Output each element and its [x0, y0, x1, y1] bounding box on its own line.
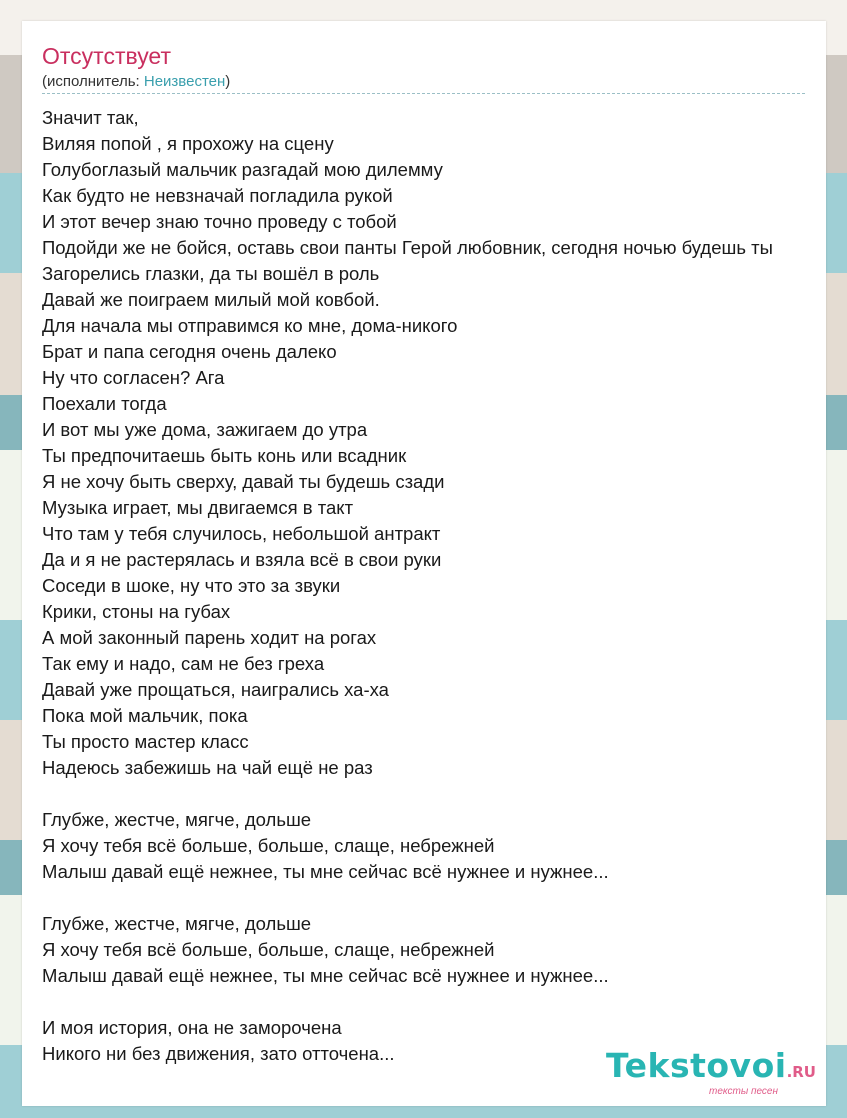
lyric-line: Крики, стоны на губах [42, 601, 231, 622]
logo-wordmark [606, 1048, 816, 1090]
lyric-line: И моя история, она не заморочена [42, 1017, 342, 1038]
logo-main-text: Tekstovoi [606, 1046, 787, 1085]
artist-link[interactable]: Неизвестен [143, 73, 226, 90]
header-divider [42, 93, 805, 94]
blank-line [42, 781, 826, 807]
logo-tagline: тексты песен [709, 1086, 778, 1097]
lyric-line: Как будто не невзначай погладила рукой [42, 185, 393, 206]
lyric-line: Загорелись глазки, да ты вошёл в роль [42, 263, 380, 284]
artist-line [42, 73, 230, 90]
lyric-line: Пока мой мальчик, пока [42, 705, 248, 726]
lyric-line: Малыш давай ещё нежнее, ты мне сейчас всё нужнее и нужнее... [42, 861, 609, 882]
site-logo[interactable] [606, 1046, 816, 1097]
lyrics-card [22, 21, 826, 1106]
lyrics-text [42, 105, 826, 1067]
lyric-line: Что там у тебя случилось, небольшой антракт [42, 523, 441, 544]
lyric-line: Я хочу тебя всё больше, больше, слаще, небрежней [42, 939, 495, 960]
lyric-line: Брат и папа сегодня очень далеко [42, 341, 337, 362]
blank-line [42, 989, 826, 1015]
lyric-line: Давай же поиграем милый мой ковбой. [42, 289, 380, 310]
lyric-line: Поехали тогда [42, 393, 167, 414]
lyric-line: И вот мы уже дома, зажигаем до утра [42, 419, 368, 440]
lyric-line: Да и я не растерялась и взяла всё в свои руки [42, 549, 442, 570]
lyric-line: Ты просто мастер класс [42, 731, 249, 752]
lyric-line: Так ему и надо, сам не без греха [42, 653, 325, 674]
lyric-line: Голубоглазый мальчик разгадай мою дилемму [42, 159, 443, 180]
lyric-line: Надеюсь забежишь на чай ещё не раз [42, 757, 373, 778]
lyric-line: Соседи в шоке, ну что это за звуки [42, 575, 341, 596]
lyric-line: Давай уже прощаться, наигрались ха-ха [42, 679, 389, 700]
lyric-line: Никого ни без движения, зато отточена... [42, 1043, 395, 1064]
lyric-line: Значит так, [42, 107, 139, 128]
lyric-line: Для начала мы отправимся ко мне, дома-никого [42, 315, 458, 336]
lyric-line: Я не хочу быть сверху, давай ты будешь сзади [42, 471, 445, 492]
lyric-line: Глубже, жестче, мягче, дольше [42, 913, 312, 934]
lyric-line: Ты предпочитаешь быть конь или всадник [42, 445, 407, 466]
song-title: Отсутствует [42, 43, 171, 69]
artist-suffix: ) [225, 73, 231, 90]
lyric-line: И этот вечер знаю точно проведу с тобой [42, 211, 397, 232]
lyric-line: Малыш давай ещё нежнее, ты мне сейчас всё нужнее и нужнее... [42, 965, 609, 986]
logo-tld: .RU [786, 1063, 816, 1081]
lyric-line: Музыка играет, мы двигаемся в такт [42, 497, 354, 518]
lyric-line: Ну что согласен? Ага [42, 367, 225, 388]
lyric-line: А мой законный парень ходит на рогах [42, 627, 377, 648]
lyric-line: Виляя попой , я прохожу на сцену [42, 133, 334, 154]
lyric-line: Глубже, жестче, мягче, дольше [42, 809, 312, 830]
artist-prefix: (исполнитель: [42, 73, 144, 90]
blank-line [42, 885, 826, 911]
lyric-line: Я хочу тебя всё больше, больше, слаще, небрежней [42, 835, 495, 856]
lyric-line: Подойди же не бойся, оставь свои панты Герой любовник, сегодня ночью будешь ты [42, 237, 773, 258]
